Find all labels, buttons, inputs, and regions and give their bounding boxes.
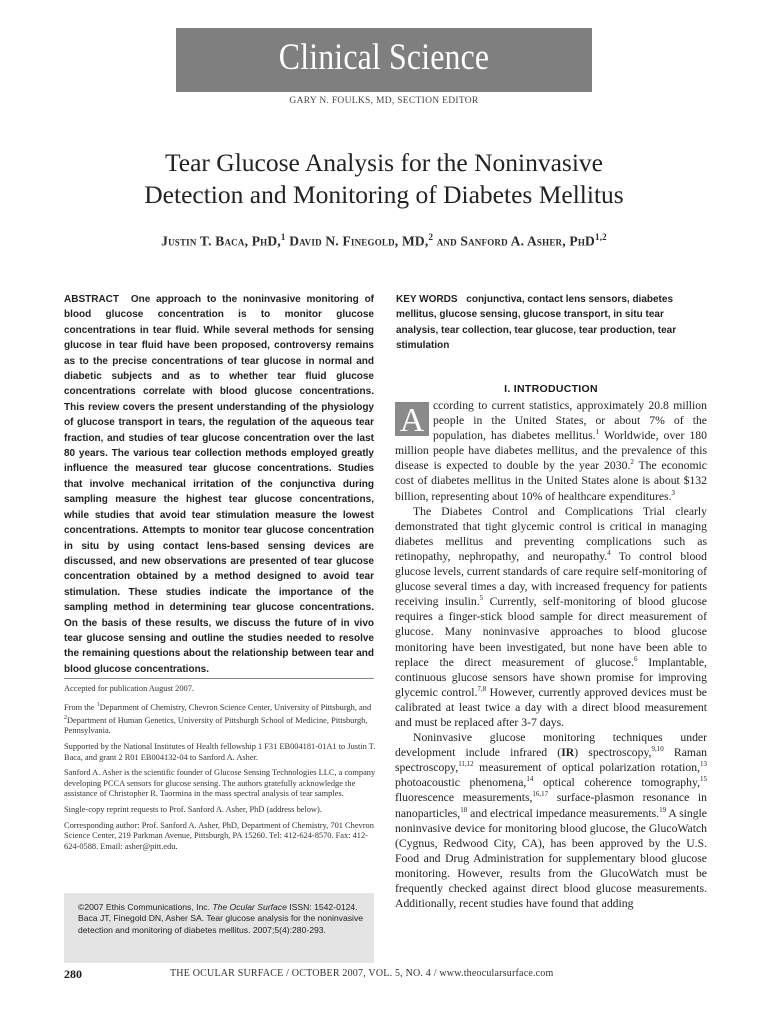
author-name: and Sanford A. Asher, PhD [436,233,595,249]
paragraph: Noninvasive glucose monitoring techniques under development include infrared (IR) spectroscopy,$^{9,10}$ Raman spectroscopy,$^{11,12}$ measurement of optical polarization rotation,$^{13}$ photoacoustic phenomena,$^{14}$ optical coherence tomography,$^{15}$ fluorescence measurements,$^{16,17}$ surface-plasmon resonance in nanoparticles,$^{18}$ and electrical impedance measurements.$^{19}$ A single noninvasive device for monitoring blood glucose, the GlucoWatch (Cygnus, Redwood City, CA), has been approved by the U.S. Food and Drug Administration for supplementary blood glucose monitoring. However, results from the GlucoWatch must be frequently checked against direct blood glucose measurements. Additionally, recent studies have found that adding [395,731,708,911]
abstract [64,292,374,677]
journal-name: The Ocular Surface [212,902,287,912]
introduction-heading: I. INTRODUCTION [504,383,598,395]
section-banner [176,28,592,92]
citation-text: ©2007 Ethis Communications, Inc. The Ocular Surface ISSN: 1542-0124. Baca JT, Finegold DN, Asher SA. Tear glucose analysis for the noninvasive detection and monitoring of diabetes mellitus. 2007;5(4):280-293. [78,902,364,935]
paragraph: The Diabetes Control and Complications Trial clearly demonstrated that tight glycemic control is critical in managing diabetes mellitus and preventing complications such as retinopathy, nephropathy, and neuropathy.$^4$ To control blood glucose levels, current standards of care require self-monitoring of glucose several times a day, with increased frequency for patients receiving insulin.$^5$ Currently, self-monitoring of blood glucose requires a finger-stick blood sample for direct measurement of glucose. Many noninvasive approaches to blood glucose monitoring have been investigated, but none have been able to replace the direct measurement of glucose.$^6$ Implantable, continuous glucose sensors have shown promise for improving glycemic control.$^{7,8}$ However, currently approved devices must be calibrated at least twice a day with a direct blood measurement and must be replaced after 3-7 days. [395,504,707,729]
reference-mark: 2 [630,458,634,467]
author-name: David N. Finegold, MD, [289,233,429,249]
page-number: 280 [64,967,82,981]
author-list [40,232,728,250]
reference-mark: 11,12 [458,760,474,769]
footnote-disclosure: Sanford A. Asher is the scientific founder of Glucose Sensing Technologies LLC, a company developing PCCA sensors for glucose sensing. The authors gratefully acknowledge the assistance of Christopher R. Taormina in the mass spectral analysis of tear samples. [64,768,376,799]
article-title-line-2: Detection and Monitoring of Diabetes Mellitus [144,180,624,209]
author-affiliation-mark: 2 [428,232,434,242]
paragraph: A ccording to current statistics, approximately 20.8 million people in the United States, or about 7% of the population, has diabetes mellitus.$^1$ Worldwide, over 180 million people have diabetes mellitus, and the prevalence of this disease is expected to double by the year 2030.$^2$ The economic cost of diabetes mellitus in the United States alone is about $132 billion, representing about 10% of healthcare expenditures.$^3$ [395,399,707,503]
reference-mark: 9,10 [651,745,664,754]
footnote-reprints: Single-copy reprint requests to Prof. Sanford A. Asher, PhD (address below). [64,804,322,814]
drop-cap: A [395,402,429,436]
reference-mark: 15 [700,775,707,784]
article-title [40,147,728,211]
footnotes [64,684,376,857]
reference-mark: 6 [634,654,638,663]
reference-mark: 19 [659,805,667,814]
keywords [396,292,706,354]
introduction-body [395,398,707,911]
footnote-affiliations: From the $^1$Department of Chemistry, Chevron Science Center, University of Pittsburgh, and $^2$Department of Human Genetics, University of Pittsburgh School of Medicine, Pittsburgh, Pennsylvania. [64,701,372,736]
keywords-text: conjunctiva, contact lens sensors, diabetes mellitus, glucose sensing, glucose transport, in situ tear analysis, tear collection, tear glucose, tear production, tear stimulation [396,294,677,352]
running-footer: THE OCULAR SURFACE / OCTOBER 2007, VOL. 5, NO. 4 / www.theocularsurface.com [170,968,554,979]
citation-box [64,893,374,963]
reference-mark: 18 [460,805,468,814]
footnote-divider [64,678,374,679]
section-editor: GARY N. FOULKS, MD, SECTION EDITOR [289,96,479,106]
author-name: Justin T. Baca, PhD, [161,233,281,249]
footnote-correspondence: Corresponding author: Prof. Sanford A. Asher, PhD, Department of Chemistry, 701 Chevron Science Center, 219 Parkman Avenue, Pittsburgh, PA 15260. Tel: 412-624-8570. Fax: 412-624-0588. Email: asher@pitt.edu. [64,820,374,851]
footnote-support: Supported by the National Institutes of Health fellowship 1 F31 EB004181-01A1 to Justin T. Baca, and grant 2 R01 EB004132-04 to Sanford A. Asher. [64,741,376,762]
abstract-text: One approach to the noninvasive monitoring of blood glucose concentration is to monitor glucose concentrations in tear fluid. While several methods for sensing glucose in tear fluid have been proposed, controversy remains as to the precise concentrations of tear glucose in normal and diabetic subjects and as to whether tear fluid glucose concentrations correlate with blood glucose concentrations. This review covers the present understanding of the physiology of glucose transport in tears, the regulation of the aqueous tear fraction, and studies of tear glucose concentration over the last 80 years. The various tear collection methods employed greatly influence the measured tear glucose concentrations. Studies that involve mechanical irritation of the conjunctiva during sampling measure the highest tear glucose concentrations, while studies that avoid tear stimulation measure the lowest concentrations. Attempts to monitor tear glucose concentration in situ by using contact lens-based sensing devices are discussed, and new observations are presented of tear glucose concentration obtained by a method designed to avoid tear stimulation. These studies indicate the importance of the sampling method in determining tear glucose concentrations. On the basis of these results, we discuss the future of in vivo tear glucose sensing and outline the studies needed to resolve the remaining questions about the relationship between tear and blood glucose concentrations. [64,294,375,675]
footnote-accepted: Accepted for publication August 2007. [64,684,195,693]
reference-mark: 5 [479,594,484,603]
author-affiliation-mark: 1 [280,232,286,242]
reference-mark: 14 [526,775,534,784]
reference-mark: 13 [700,760,707,769]
reference-mark: 1 [595,428,600,437]
abstract-label: ABSTRACT [64,294,119,305]
section-title: Clinical Science [278,37,490,78]
article-title-line-1: Tear Glucose Analysis for the Noninvasive [165,148,603,177]
reference-mark: 4 [607,549,611,558]
reference-mark: 7,8 [477,684,487,693]
author-affiliation-mark: 1,2 [595,232,607,242]
reference-mark: 3 [671,488,676,497]
reference-mark: 16,17 [532,790,549,799]
keywords-label: KEY WORDS [396,294,458,305]
